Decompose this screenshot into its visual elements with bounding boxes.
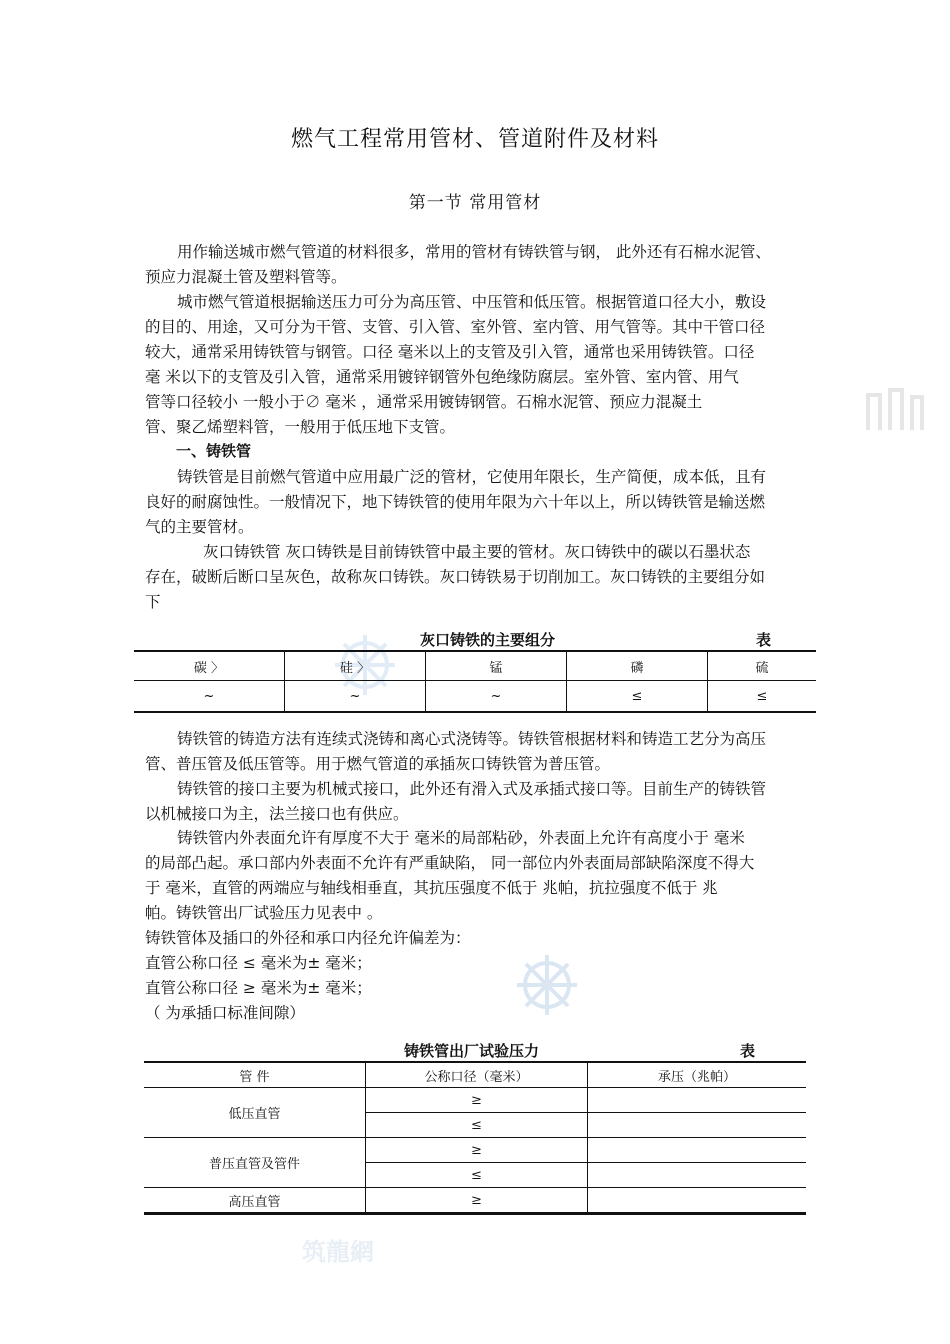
table-row — [144, 1088, 806, 1113]
text-line: 灰口铸铁管 灰口铸铁是目前铸铁管中最主要的管材。灰口铸铁中的碳以石墨状态 — [203, 543, 751, 561]
text-line: 毫 米以下的支管及引入管，通常采用镀锌钢管外包绝缘防腐层。室外管、室内管、用气 — [145, 368, 739, 386]
table-cell — [588, 1088, 807, 1113]
text-line: 管、普压管及低压管等。用于燃气管道的承插灰口铸铁管为普压管。 — [145, 755, 611, 773]
text-line: 的目的、用途，又可分为干管、支管、引入管、室外管、室内管、用气管等。其中干管口径 — [145, 318, 766, 336]
header-cell: 硅 〉 — [285, 651, 426, 681]
header-cell: 管 件 — [144, 1062, 366, 1088]
text-line: 气的主要管材。 — [145, 518, 254, 536]
composition-table — [134, 650, 816, 713]
table1-caption: 灰口铸铁的主要组分 — [420, 631, 556, 649]
text-line: 的局部凸起。承口部内外表面不允许有严重缺陷， 同一部位内外表面局部缺陷深度不得大 — [145, 854, 755, 872]
watermark-text: 筑龍網 — [302, 1237, 374, 1266]
text-line: 管等口径较小 一般小于∅ 毫米 ，通常采用镀铸钢管。石棉水泥管、预应力混凝土 — [145, 393, 703, 411]
header-cell: 硫 — [708, 651, 817, 681]
text-line: 铸铁管体及插口的外径和承口内径允许偏差为： — [145, 929, 471, 947]
text-line: 用作输送城市燃气管道的材料很多，常用的管材有铸铁管与钢， 此外还有石棉水泥管、 — [177, 243, 771, 261]
table-header-row — [144, 1062, 806, 1088]
paragraph-cast-iron-overview — [145, 465, 807, 540]
paragraph-gray-iron — [145, 540, 807, 615]
header-cell: 磷 — [567, 651, 708, 681]
table-row — [144, 1138, 806, 1163]
text-line: 以机械接口为主，法兰接口也有供应。 — [145, 805, 409, 823]
text-line: 下 — [145, 593, 161, 611]
table-cell — [588, 1113, 807, 1138]
table-cell: 普压直管及管件 — [144, 1138, 366, 1188]
table-cell — [588, 1138, 807, 1163]
table-cell: ≤ — [366, 1113, 588, 1138]
text-line: 城市燃气管道根据输送压力可分为高压管、中压管和低压管。根据管道口径大小，敷设 — [177, 293, 767, 311]
text-line: 铸铁管是目前燃气管道中应用最广泛的管材，它使用年限长，生产简便，成本低，且有 — [177, 468, 767, 486]
paragraph-surface-requirements — [145, 826, 807, 926]
text-line: 预应力混凝土管及塑料管等。 — [145, 268, 347, 286]
text-line: 于 毫米，直管的两端应与轴线相垂直，其抗压强度不低于 兆帕，抗拉强度不低于 兆 — [145, 879, 718, 897]
table-cell: ≥ — [366, 1188, 588, 1214]
text-line: 存在，破断后断口呈灰色，故称灰口铸铁。灰口铸铁易于切削加工。灰口铸铁的主要组分如 — [145, 568, 766, 586]
text-line: 铸铁管的铸造方法有连续式浇铸和离心式浇铸等。铸铁管根据材料和铸造工艺分为高压 — [177, 730, 767, 748]
paragraph-materials-intro — [145, 240, 807, 290]
table-cell: ≤ — [567, 681, 708, 713]
table-cell: ≤ — [708, 681, 817, 713]
table-cell: 高压直管 — [144, 1188, 366, 1214]
heading-cast-iron-pipe: 一、铸铁管 — [176, 442, 252, 460]
table1-label: 表 — [756, 631, 772, 649]
text-line: 良好的耐腐蚀性。一般情况下，地下铸铁管的使用年限为六十年以上，所以铸铁管是输送燃 — [145, 493, 766, 511]
paragraph-joints — [145, 777, 807, 827]
header-cell: 碳 〉 — [134, 651, 285, 681]
text-line: （ 为承插口标准间隙） — [145, 1004, 305, 1022]
paragraph-pressure-classes — [145, 290, 807, 440]
table2-caption: 铸铁管出厂试验压力 — [404, 1042, 540, 1060]
text-line: 直管公称口径 ≤ 毫米为± 毫米； — [145, 954, 372, 972]
table-cell: ~ — [134, 681, 285, 713]
table-cell: ~ — [426, 681, 567, 713]
table-row — [144, 1188, 806, 1214]
text-line: 铸铁管的接口主要为机械式接口，此外还有滑入式及承插式接口等。目前生产的铸铁管 — [177, 780, 767, 798]
table2-label: 表 — [740, 1042, 756, 1060]
text-line: 较大，通常采用铸铁管与钢管。口径 毫米以上的支管及引入管，通常也采用铸铁管。口径 — [145, 343, 755, 361]
text-line: 管、聚乙烯塑料管，一般用于低压地下支管。 — [145, 418, 456, 436]
table-cell: ≤ — [366, 1163, 588, 1188]
table-cell — [588, 1188, 807, 1214]
text-line: 直管公称口径 ≥ 毫米为± 毫米； — [145, 979, 372, 997]
header-cell: 锰 — [426, 651, 567, 681]
table-cell: ≥ — [366, 1138, 588, 1163]
table-cell: ≥ — [366, 1088, 588, 1113]
paragraph-tolerances — [145, 926, 807, 1026]
page-title: 燃气工程常用管材、管道附件及材料 — [290, 127, 659, 152]
table-header-row — [134, 651, 816, 681]
header-cell: 承压（兆帕） — [588, 1062, 807, 1088]
test-pressure-table — [144, 1061, 806, 1215]
paragraph-casting-methods — [145, 727, 807, 777]
table-cell: ~ — [285, 681, 426, 713]
table-cell: 低压直管 — [144, 1088, 366, 1138]
table-cell — [588, 1163, 807, 1188]
header-cell: 公称口径（毫米） — [366, 1062, 588, 1088]
section-title: 第一节 常用管材 — [408, 193, 542, 213]
table-row — [134, 681, 816, 713]
text-line: 帕。铸铁管出厂试验压力见表中 。 — [145, 904, 383, 922]
text-line: 铸铁管内外表面允许有厚度不大于 毫米的局部粘砂，外表面上允许有高度小于 毫米 — [177, 829, 745, 847]
watermark-logo-right — [860, 375, 930, 435]
